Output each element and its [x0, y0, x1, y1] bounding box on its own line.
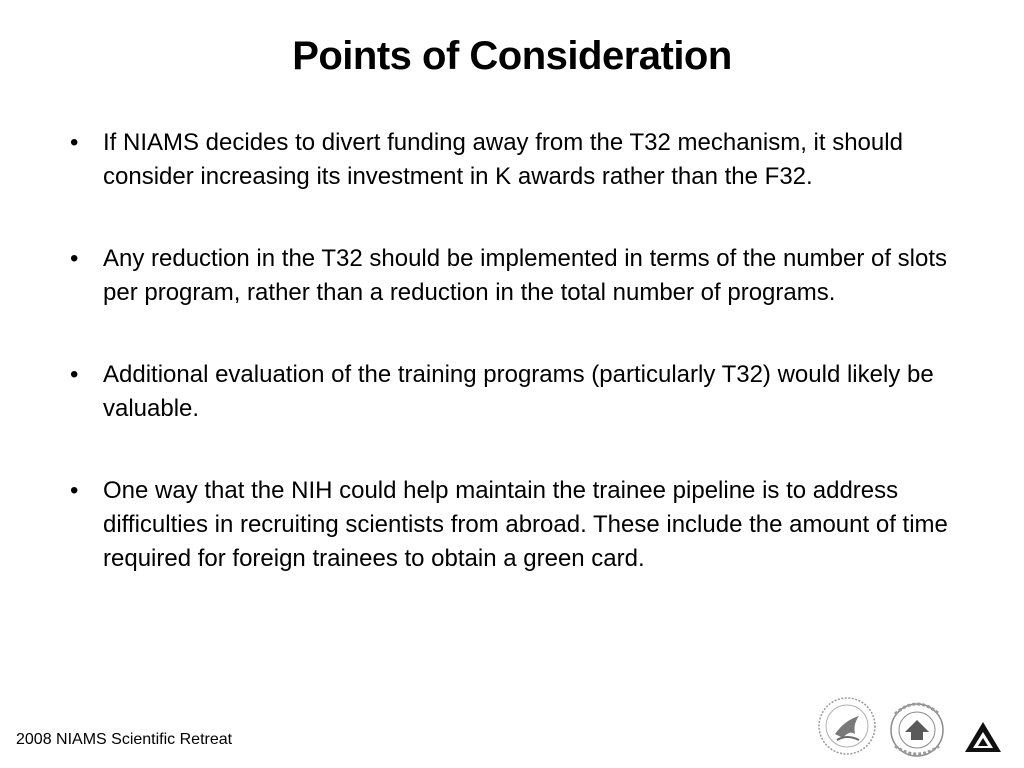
bullet-item: • If NIAMS decides to divert funding away from the T32 mechanism, it should consider increasing its investment in K awards rather than the F32. — [70, 126, 970, 194]
bullet-item: • One way that the NIH could help maintain the trainee pipeline is to address difficulties in recruiting scientists from abroad. These include the amount of time required for foreign trainees to obtain a green card. — [70, 474, 970, 576]
bullet-item: • Any reduction in the T32 should be implemented in terms of the number of slots per program, rather than a reduction in the total number of programs. — [70, 242, 970, 310]
footer-text: 2008 NIAMS Scientific Retreat — [16, 731, 233, 748]
nih-seal-icon — [891, 704, 943, 756]
bullet-list — [70, 126, 970, 624]
logo-group — [815, 690, 1005, 760]
slide-title: Points of Consideration — [292, 34, 732, 78]
hhs-seal-icon — [819, 698, 875, 754]
niams-logo-icon — [965, 722, 1001, 752]
bullet-item: • Additional evaluation of the training programs (particularly T32) would likely be valuable. — [70, 358, 970, 426]
